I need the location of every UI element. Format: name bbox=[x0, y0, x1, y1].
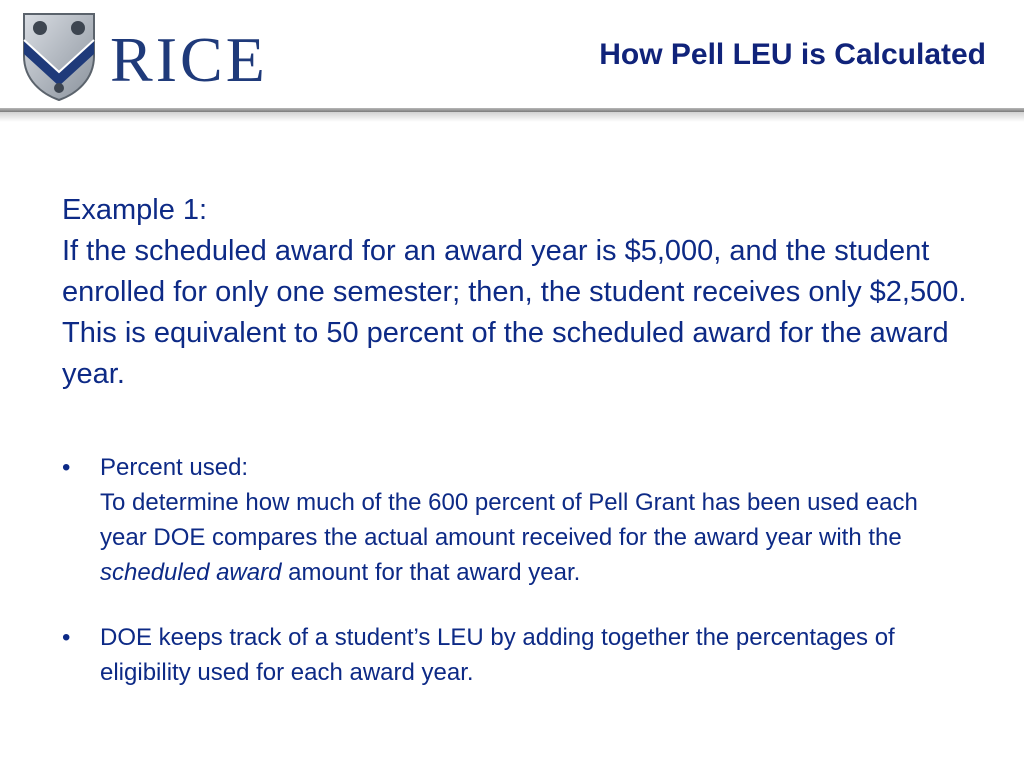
rice-shield-icon bbox=[20, 10, 98, 102]
slide-header bbox=[0, 0, 1024, 110]
rice-wordmark: RICE bbox=[110, 24, 268, 95]
rice-logo bbox=[20, 10, 268, 102]
example-body: If the scheduled award for an award year is $5,000, and the student enrolled for only one semester; then, the student receives only $2,500. This is equivalent to 50 percent of the scheduled award for the award year. bbox=[62, 235, 967, 390]
bullet-heading: Percent used: bbox=[100, 454, 249, 481]
bullet-text bbox=[100, 485, 962, 590]
bullet-text-before: To determine how much of the 600 percent of Pell Grant has been used each year DOE compares the actual amount received for the award year with the bbox=[100, 489, 918, 551]
bullet-text: DOE keeps track of a student’s LEU by adding together the percentages of eligibility used for each award year. bbox=[100, 624, 895, 686]
bullet-emphasis: scheduled award bbox=[100, 559, 282, 586]
bullet-icon: • bbox=[62, 624, 71, 651]
bullet-item-percent-used bbox=[62, 450, 962, 590]
example-block bbox=[62, 190, 982, 395]
bullet-icon: • bbox=[62, 454, 71, 481]
slide-title: How Pell LEU is Calculated bbox=[599, 38, 986, 71]
bullet-list bbox=[62, 450, 962, 720]
bullet-text-after: amount for that award year. bbox=[281, 559, 581, 586]
header-shadow bbox=[0, 112, 1024, 122]
bullet-item-leu-tracking bbox=[62, 620, 962, 690]
example-heading: Example 1: bbox=[62, 194, 208, 226]
